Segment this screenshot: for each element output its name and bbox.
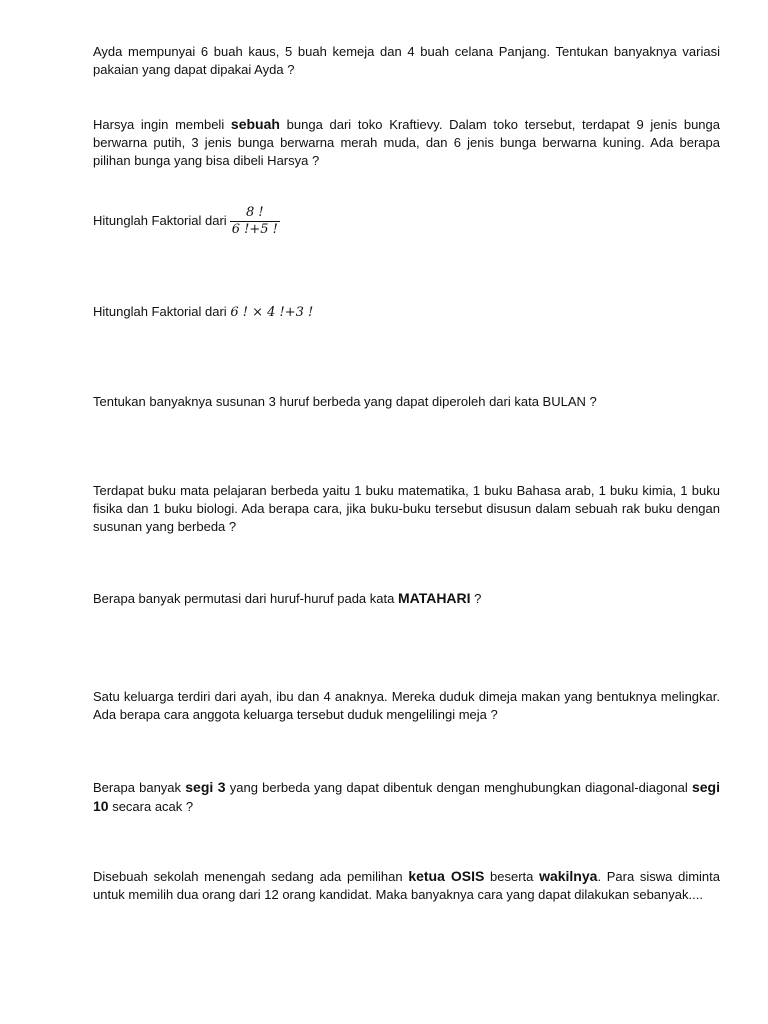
question-9-text-mid: yang berbeda yang dapat dibentuk dengan menghubungkan diagonal-diagonal — [225, 780, 692, 795]
question-7-text-start: Berapa banyak permutasi dari huruf-huruf pada kata — [93, 591, 398, 606]
question-8 — [93, 688, 720, 724]
question-9-bold-2: segi 10 — [93, 779, 720, 814]
question-3 — [93, 205, 720, 238]
question-9 — [93, 778, 720, 816]
question-2-text-start: Harsya ingin membeli — [93, 117, 231, 132]
question-9-text-end: secara acak ? — [108, 799, 194, 814]
question-7-text-end: ? — [470, 591, 482, 606]
question-7-bold-word: MATAHARI — [397, 590, 471, 606]
factorial-expression: 6 ! × 4 !+3 ! — [230, 305, 314, 320]
question-1 — [93, 43, 720, 79]
question-4 — [93, 303, 720, 322]
factorial-fraction — [230, 205, 280, 238]
question-9-text-start: Berapa banyak — [93, 780, 186, 795]
question-6-text: Terdapat buku mata pelajaran berbeda yaitu 1 buku matematika, 1 buku Bahasa arab, 1 buku kimia, 1 buku fisika dan 1 buku biologi. Ada berapa cara, jika buku-buku tersebut disusun dalam sebuah rak buku dengan susunan yang berbeda ? — [93, 483, 720, 534]
fraction-numerator: 8 ! — [230, 205, 280, 222]
question-8-text: Satu keluarga terdiri dari ayah, ibu dan 4 anaknya. Mereka duduk dimeja makan yang bentuknya melingkar. Ada berapa cara anggota keluarga tersebut duduk mengelilingi meja ? — [93, 689, 720, 722]
question-10-bold-2: wakilnya — [539, 868, 598, 884]
question-4-text: Hitunglah Faktorial dari — [93, 304, 227, 319]
question-3-text: Hitunglah Faktorial dari — [93, 212, 227, 228]
question-10-bold-1: ketua OSIS — [408, 868, 485, 884]
question-1-text: Ayda mempunyai 6 buah kaus, 5 buah kemeja dan 4 buah celana Panjang. Tentukan banyaknya variasi pakaian yang dapat dipakai Ayda ? — [93, 44, 720, 77]
question-2-bold-word: sebuah — [230, 116, 280, 132]
question-2 — [93, 115, 720, 170]
question-5-text: Tentukan banyaknya susunan 3 huruf berbeda yang dapat diperoleh dari kata BULAN ? — [93, 394, 597, 409]
question-6 — [93, 482, 720, 536]
question-10-text-start: Disebuah sekolah menengah sedang ada pemilihan — [93, 869, 409, 884]
question-5 — [93, 393, 720, 411]
question-10-text-mid: beserta — [484, 869, 540, 884]
question-10 — [93, 867, 720, 904]
question-2-text-end: bunga dari toko Kraftievy. Dalam toko tersebut, terdapat 9 jenis bunga berwarna putih, 3 jenis bunga berwarna merah muda, dan 6 jenis bunga berwarna kuning. Ada berapa pilihan bunga yang bisa dibeli Harsya ? — [93, 117, 720, 168]
fraction-denominator: 6 !+5 ! — [231, 222, 278, 237]
question-10-text-end: . Para siswa diminta untuk memilih dua orang dari 12 orang kandidat. Maka banyaknya cara yang dapat dilakukan sebanyak.... — [93, 869, 720, 902]
question-9-bold-1: segi 3 — [185, 779, 226, 795]
question-7 — [93, 589, 720, 608]
